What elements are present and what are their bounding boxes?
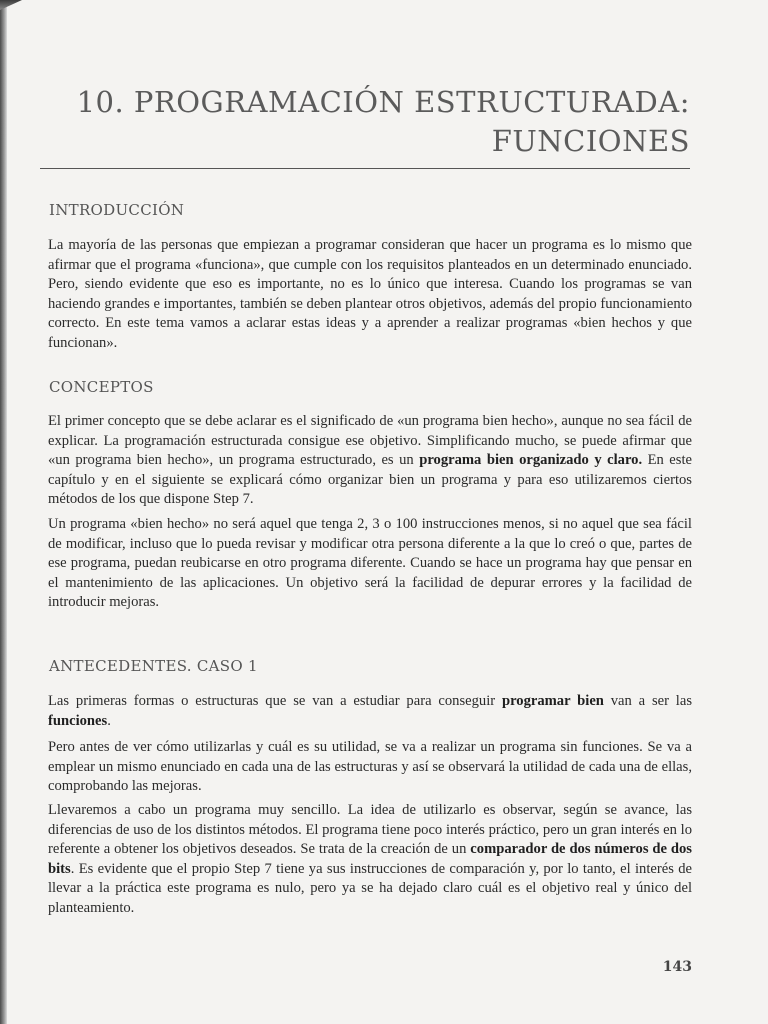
antecedentes-paragraph-2: Pero antes de ver cómo utilizarlas y cuál es su utilidad, se va a realizar un programa sin funciones. Se va a emplear un mismo enunciado en cada una de las estructuras y así se observará la utilidad de cada una de ellas, comprobando las mejoras. bbox=[48, 739, 692, 795]
conceptos-p1-text-b: En este capítulo y en el siguiente se explicará cómo organizar bien un programa y para eso utilizaremos ciertos métodos de los que dispone Step 7. bbox=[48, 452, 692, 508]
chapter-title-line1: 10. PROGRAMACIÓN ESTRUCTURADA: bbox=[76, 85, 690, 119]
antecedentes-p1-text-b: van a ser las bbox=[603, 693, 693, 709]
chapter-title-line2: FUNCIONES bbox=[491, 124, 690, 158]
antecedentes-p1-bold-2: funciones bbox=[48, 712, 108, 729]
title-divider bbox=[40, 168, 690, 169]
antecedentes-p1-bold-1: programar bien bbox=[501, 693, 604, 709]
conceptos-paragraph-1 bbox=[48, 412, 692, 510]
antecedentes-p1-text-a: Las primeras formas o estructuras que se van a estudiar para conseguir bbox=[48, 693, 502, 709]
conceptos-p1-text-a: El primer concepto que se debe aclarar es el significado de «un programa bien hecho», aunque no sea fácil de explicar. La programación estructurada consigue ese objetivo. Simplificando mucho, se puede afirmar que «un programa bien hecho», un programa estructurado, es un bbox=[48, 413, 692, 469]
antecedentes-p3-text-b: . Es evidente que el propio Step 7 tiene ya sus instrucciones de comparación y, por lo tanto, el interés de llevar a la práctica este programa es nulo, pero ya se ha dejado claro cuál es el objetivo real y único del planteamiento. bbox=[48, 860, 692, 916]
antecedentes-p3-bold: comparador de dos números de dos bits bbox=[48, 841, 692, 877]
conceptos-paragraph-2: Un programa «bien hecho» no será aquel que tenga 2, 3 o 100 instrucciones menos, si no aquel que sea fácil de modificar, incluso que lo pueda revisar y modificar otra persona diferente a la que lo creó o que, partes de ese programa, puedan reubicarse en otro programa diferente. Cuando se hace un programa hay que pensar en el mantenimiento de las aplicaciones. Un objetivo será la facilidad de depurar errores y la facilidad de introducir mejoras. bbox=[48, 516, 692, 611]
conceptos-p1-bold: programa bien organizado y claro. bbox=[419, 452, 643, 469]
intro-paragraph: La mayoría de las personas que empiezan a programar consideran que hacer un programa es lo mismo que afirmar que el programa «funciona», que cumple con los requisitos planteados en un determinado enunciado. Pero, siendo evidente que eso es importante, no es lo único que interesa. Cuando los programas se van haciendo grandes e importantes, también se deben plantear otros objetivos, además del propio funcionamiento correcto. En este tema vamos a aclarar estas ideas y a aprender a realizar programas «bien hechos y que funcionan». bbox=[48, 237, 692, 351]
antecedentes-p1-text-c: . bbox=[107, 712, 111, 729]
antecedentes-p3-text-a: Llevaremos a cabo un programa muy sencillo. La idea de utilizarlo es observar, según se avance, las diferencias de uso de los distintos métodos. El programa tiene poco interés práctico, pero un gran interés en lo referente a obtener los objetivos deseados. Se trata de la creación de un bbox=[48, 802, 692, 858]
antecedentes-paragraph-3 bbox=[48, 801, 692, 919]
section-heading-antecedentes: ANTECEDENTES. CASO 1 bbox=[49, 657, 258, 675]
section-heading-introduccion: INTRODUCCIÓN bbox=[49, 201, 185, 219]
binding-corner bbox=[0, 0, 22, 10]
page-number: 143 bbox=[662, 959, 692, 975]
section-heading-conceptos: CONCEPTOS bbox=[49, 378, 154, 396]
binding-edge bbox=[0, 0, 7, 1024]
antecedentes-paragraph-1 bbox=[48, 692, 692, 731]
